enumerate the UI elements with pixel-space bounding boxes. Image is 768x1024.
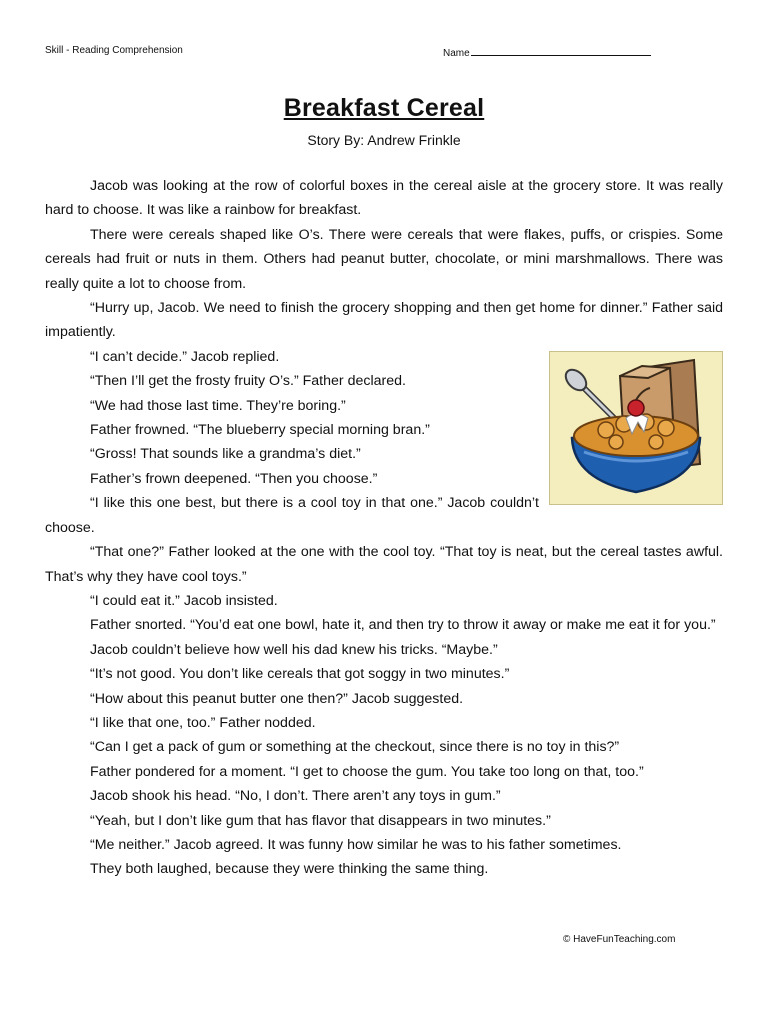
story-paragraph: “Yeah, but I don’t like gum that has flavor that disappears in two minutes.” xyxy=(90,812,551,829)
paragraph-text: “Hurry up, Jacob. We need to finish the grocery shopping and then get home for dinner.” Father said impatiently. xyxy=(45,300,723,341)
story-paragraph xyxy=(45,296,723,345)
name-label: Name xyxy=(443,48,470,59)
story-body xyxy=(45,174,723,882)
story-paragraph: Father pondered for a moment. “I get to choose the gum. You take too long on that, too.” xyxy=(90,763,644,780)
cereal-bowl-illustration xyxy=(549,351,723,505)
story-paragraph: “I like that one, too.” Father nodded. xyxy=(90,714,316,731)
story-paragraph: Jacob shook his head. “No, I don’t. There aren’t any toys in gum.” xyxy=(90,788,501,805)
story-paragraph: Jacob was looking at the row of colorful boxes in the cereal aisle at the grocery store. It was really hard to choose. It was like a rainbow for breakfast. xyxy=(45,178,723,219)
name-blank-line xyxy=(471,45,651,56)
story-paragraph: “I could eat it.” Jacob insisted. xyxy=(90,592,278,609)
story-paragraph: “I like this one best, but there is a cool toy in that one.” Jacob couldn’t choose. xyxy=(45,495,539,536)
story-paragraph: “Gross! That sounds like a grandma’s diet.” xyxy=(90,446,361,463)
story-paragraph: They both laughed, because they were thinking the same thing. xyxy=(90,861,489,878)
story-paragraph: “How about this peanut butter one then?” Jacob suggested. xyxy=(90,690,464,707)
story-paragraph: Father snorted. “You’d eat one bowl, hate it, and then try to throw it away or make me eat it for you.” xyxy=(90,617,716,634)
cereal-bowl-icon xyxy=(550,352,722,504)
page-header xyxy=(45,45,723,61)
story-paragraph: “Can I get a pack of gum or something at the checkout, since there is no toy in this?” xyxy=(90,739,620,756)
story-paragraph: “Then I’ll get the frosty fruity O’s.” Father declared. xyxy=(90,373,406,390)
story-paragraph: “That one?” Father looked at the one with the cool toy. “That toy is neat, but the cereal tastes awful. That’s why they have cool toys.” xyxy=(45,544,723,585)
story-paragraph: Father’s frown deepened. “Then you choose.” xyxy=(90,470,378,487)
story-paragraph: There were cereals shaped like O’s. There were cereals that were flakes, puffs, or crispies. Some cereals had fruit or nuts in them. Others had peanut butter, chocolate, or mini marshmallows. There was really quite a lot to choose from. xyxy=(45,226,723,292)
story-paragraph: “I can’t decide.” Jacob replied. xyxy=(90,348,280,365)
story-paragraph: Father frowned. “The blueberry special morning bran.” xyxy=(90,422,430,439)
story-byline: Story By: Andrew Frinkle xyxy=(307,132,461,148)
story-paragraph: “Me neither.” Jacob agreed. It was funny how similar he was to his father sometimes. xyxy=(90,836,622,853)
story-title: Breakfast Cereal xyxy=(283,94,485,122)
story-paragraph: “We had those last time. They’re boring.” xyxy=(90,397,346,414)
name-field xyxy=(443,45,651,59)
copyright-footer: © HaveFunTeaching.com xyxy=(563,934,676,945)
story-paragraph: Jacob couldn’t believe how well his dad knew his tricks. “Maybe.” xyxy=(90,641,498,658)
skill-label: Skill - Reading Comprehension xyxy=(45,45,183,56)
story-paragraph: “It’s not good. You don’t like cereals that got soggy in two minutes.” xyxy=(90,666,510,683)
